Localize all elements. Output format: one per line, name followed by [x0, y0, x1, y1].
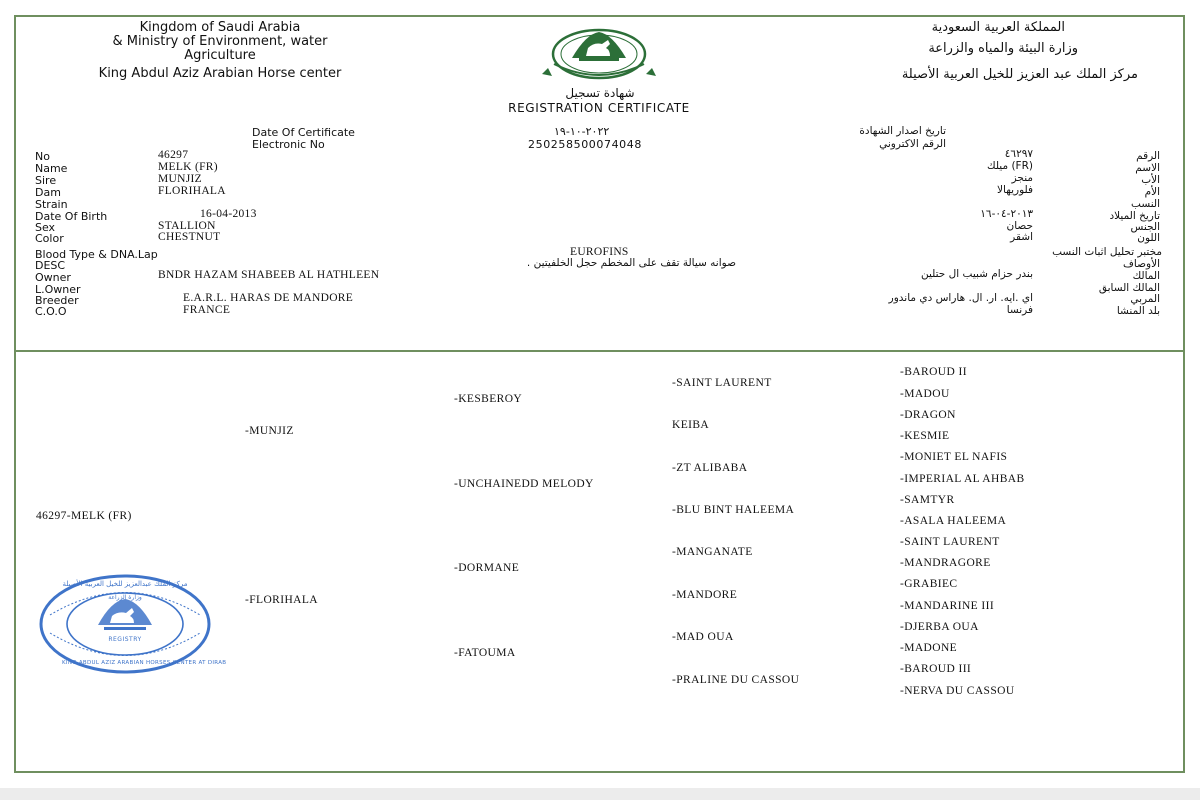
pedigree-gen4-item: -DJERBA OUA [900, 621, 979, 633]
header-ar-line3: مركز الملك عبد العزيز للخيل العربية الأصيلة [901, 67, 1138, 82]
stamp-inner-top: وزارة الزراعة [108, 594, 142, 601]
coo-label: C.O.O [35, 305, 67, 318]
title-arabic: شهادة تسجيل [565, 86, 635, 100]
field-label-no: No [35, 150, 50, 163]
field-arvalue-dob: ٢٠١٣-٠٤-١٦ [980, 208, 1033, 220]
section-divider [14, 350, 1185, 352]
lowner-label-ar: المالك السابق [1098, 282, 1160, 294]
pedigree-gen3-item: -ZT ALIBABA [672, 462, 748, 474]
pedigree-gen3-item: -SAINT LAURENT [672, 377, 772, 389]
pedigree-gen4-item: -MONIET EL NAFIS [900, 451, 1008, 463]
blood-label-ar: مختبر تحليل اثبات النسب [1052, 246, 1162, 258]
pedigree-gen4-item: -GRABIEC [900, 578, 958, 590]
electronic-label-ar: الرقم الاكتروني [879, 138, 946, 150]
title-english: REGISTRATION CERTIFICATE [508, 101, 690, 115]
stamp-ring-text: مركز الملك عبدالعزيز للخيل العربية الأصيلة [62, 580, 188, 588]
field-arvalue-name: (FR) ميلك [986, 160, 1033, 172]
blood-label: Blood Type & DNA.Lap [35, 248, 158, 261]
header-en-line1: Kingdom of Saudi Arabia [139, 20, 301, 35]
field-arlabel-dob: تاريخ الميلاد [1109, 210, 1160, 222]
pedigree-gen4-item: -MADOU [900, 388, 950, 400]
pedigree-gen2-item: -KESBEROY [454, 393, 523, 405]
desc-label-ar: الأوصاف [1123, 258, 1160, 270]
header-en-line3: Agriculture [184, 48, 256, 63]
pedigree-gen4-item: -DRAGON [900, 409, 956, 421]
field-value-no: 46297 [158, 149, 189, 161]
owner-label-ar: المالك [1132, 270, 1160, 282]
breeder-label-ar: المربي [1130, 293, 1160, 305]
horse-emblem-icon [524, 24, 674, 90]
pedigree-gen3-item: -MANGANATE [672, 546, 753, 558]
field-label-sire: Sire [35, 174, 57, 187]
pedigree-gen4-item: -KESMIE [900, 430, 950, 442]
field-arlabel-sire: الأب [1141, 174, 1160, 186]
field-arvalue-sex: حصان [1006, 220, 1033, 232]
header-ar-line2: وزارة البيئة والمياه والزراعة [928, 41, 1078, 56]
pedigree-gen4-item: -IMPERIAL AL AHBAB [900, 473, 1025, 485]
header-english [60, 21, 380, 81]
pedigree-gen2-item: -UNCHAINEDD MELODY [454, 478, 594, 490]
coo-label-ar: بلد المنشا [1116, 305, 1160, 317]
pedigree-sire: -MUNJIZ [245, 425, 294, 437]
date-value: ٢٠٢٢-١٠-١٩ [554, 125, 610, 138]
field-label-dam: Dam [35, 186, 61, 199]
pedigree-gen4-item: -BAROUD II [900, 366, 967, 378]
pedigree-gen4-item: -MANDARINE III [900, 600, 995, 612]
pedigree-gen3-item: KEIBA [672, 419, 710, 431]
field-arvalue-color: اشقر [1010, 231, 1033, 243]
pedigree-dam: -FLORIHALA [245, 594, 318, 606]
lowner-label: L.Owner [35, 283, 81, 296]
blood-value: EUROFINS [570, 246, 629, 258]
electronic-label: Electronic No [252, 138, 325, 151]
date-label-ar: تاريخ اصدار الشهادة [859, 125, 946, 137]
field-value-sex: STALLION [158, 220, 216, 232]
pedigree-gen2-item: -FATOUMA [454, 647, 516, 659]
desc-value: صوانه سيالة تقف على المخطم حجل الخلفيتين . [526, 257, 736, 269]
stamp-inner-bottom: REGISTRY [108, 636, 142, 643]
field-arlabel-color: اللون [1137, 232, 1160, 244]
pedigree-gen3-item: -MAD OUA [672, 631, 734, 643]
pedigree-gen4-item: -SAMTYR [900, 494, 955, 506]
field-label-dob: Date Of Birth [35, 210, 108, 223]
header-ar-line1: المملكة العربية السعودية [931, 20, 1065, 35]
pedigree-gen3-item: -MANDORE [672, 589, 738, 601]
breeder-value-ar: اي .ايه. ار. ال. هاراس دي ماندور [888, 292, 1033, 304]
field-value-color: CHESTNUT [158, 231, 221, 243]
stamp-ring-text-en: KING ABDUL AZIZ ARABIAN HORSES CENTER AT DIRAB [62, 660, 227, 666]
field-arlabel-no: الرقم [1136, 150, 1160, 162]
pedigree-subject: 46297-MELK (FR) [36, 510, 132, 522]
field-arvalue-sire: منجز [1011, 172, 1033, 184]
header-en-line2: & Ministry of Environment, water [112, 34, 328, 49]
field-value-dam: FLORIHALA [158, 185, 226, 197]
field-arlabel-strain: النسب [1131, 198, 1160, 210]
breeder-value: E.A.R.L. HARAS DE MANDORE [183, 292, 354, 304]
field-arlabel-sex: الجنس [1130, 221, 1160, 233]
field-value-dob: 16-04-2013 [200, 208, 257, 220]
field-value-name: MELK (FR) [158, 161, 218, 173]
pedigree-gen4-item: -SAINT LAURENT [900, 536, 1000, 548]
owner-value-ar: بندر حزام شبيب ال حتلين [920, 268, 1033, 280]
breeder-label: Breeder [35, 294, 79, 307]
field-arvalue-dam: فلوريهالا [997, 184, 1033, 196]
pedigree-gen4-item: -MADONE [900, 642, 958, 654]
field-arlabel-dam: الأم [1144, 186, 1160, 198]
field-arvalue-no: ٤٦٢٩٧ [1004, 148, 1033, 160]
pedigree-gen4-item: -MANDRAGORE [900, 557, 991, 569]
pedigree-gen4-item: -ASALA HALEEMA [900, 515, 1007, 527]
field-label-strain: Strain [35, 198, 68, 211]
desc-label: DESC [35, 259, 66, 272]
field-arlabel-name: الاسم [1135, 162, 1160, 174]
field-label-sex: Sex [35, 221, 56, 234]
coo-value: FRANCE [183, 304, 231, 316]
electronic-value: 250258500074048 [528, 138, 642, 151]
pedigree-gen3-item: -BLU BINT HALEEMA [672, 504, 795, 516]
pedigree-gen4-item: -NERVA DU CASSOU [900, 685, 1015, 697]
field-label-color: Color [35, 232, 64, 245]
coo-value-ar: فرنسا [1006, 304, 1033, 316]
field-label-name: Name [35, 162, 68, 175]
page-bottom-strip [0, 788, 1200, 800]
field-value-sire: MUNJIZ [158, 173, 202, 185]
owner-label: Owner [35, 271, 71, 284]
header-en-line4: King Abdul Aziz Arabian Horse center [98, 66, 342, 81]
pedigree-gen4-item: -BAROUD III [900, 663, 972, 675]
pedigree-gen2-item: -DORMANE [454, 562, 520, 574]
owner-value: BNDR HAZAM SHABEEB AL HATHLEEN [158, 269, 380, 281]
date-label: Date Of Certificate [252, 126, 355, 139]
pedigree-gen3-item: -PRALINE DU CASSOU [672, 674, 800, 686]
